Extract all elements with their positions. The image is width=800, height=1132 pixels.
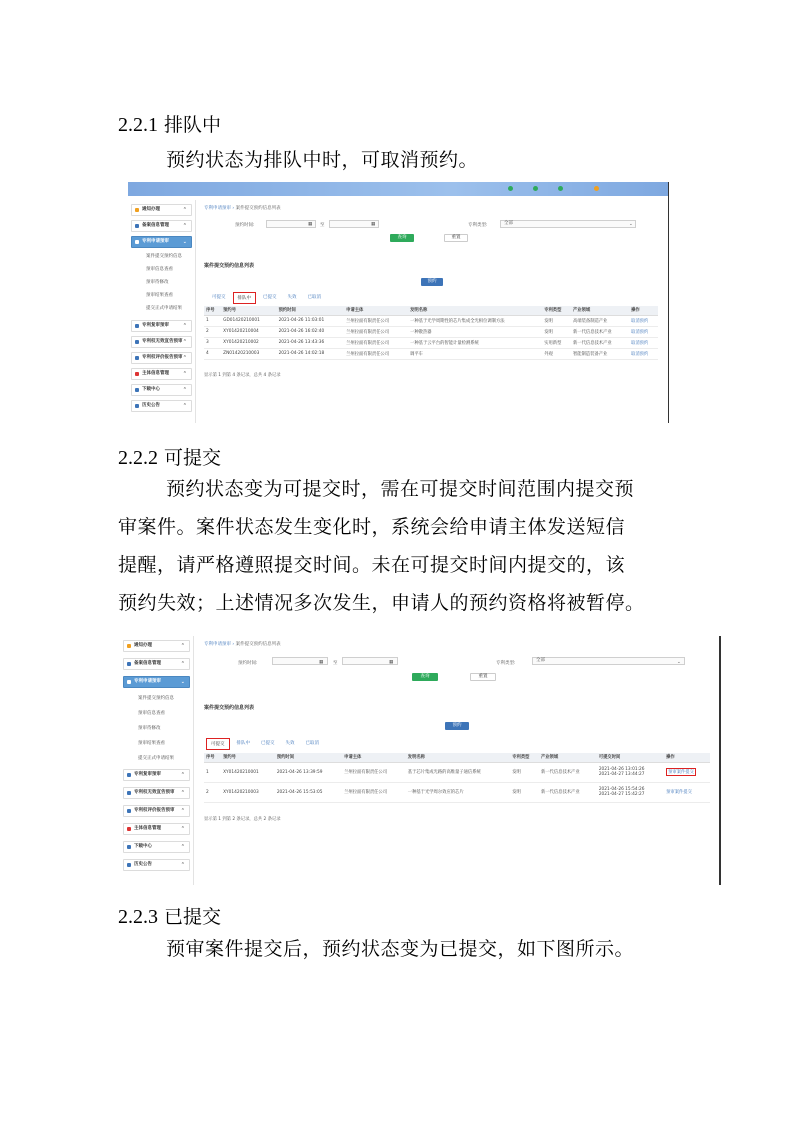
heading-2-2-3: 2.2.3 已提交 xyxy=(118,906,222,928)
sidebar-sub-reserve-info[interactable]: 案件提交预约信息 xyxy=(146,254,182,259)
download-icon xyxy=(127,845,131,849)
calendar-icon[interactable]: ▦ xyxy=(308,222,313,227)
chevron-up-icon: ⌃ xyxy=(180,790,185,796)
sidebar-item-invalid[interactable]: 专利权无效宣告预审 ⌃ xyxy=(123,787,190,799)
doc-icon xyxy=(127,809,131,813)
heading-text: 已提交 xyxy=(164,906,222,928)
sidebar-sub-modify[interactable]: 预审待修改 xyxy=(138,726,161,731)
bell-icon xyxy=(127,644,131,648)
help-icon xyxy=(558,186,563,191)
tab-cancelled[interactable]: 已取消 xyxy=(307,295,321,300)
sidebar-item-patent-pre-exam[interactable]: 专利申请预审 ⌄ xyxy=(131,236,192,248)
doc-icon xyxy=(127,773,131,777)
top-banner xyxy=(128,182,668,196)
folder-icon xyxy=(135,224,139,228)
cancel-reservation-link[interactable]: 取消预约 xyxy=(629,337,658,348)
table-row: 4 ZN01420210003 2021-04-26 14:02:18 兰州拉面有限责任公司 调平车 外观 智能制造装备产业 取消预约 xyxy=(204,348,658,359)
chevron-up-icon: ⌃ xyxy=(180,862,185,868)
sidebar-sub-modify[interactable]: 预审待修改 xyxy=(146,280,169,285)
message-icon xyxy=(533,186,538,191)
chevron-up-icon: ⌃ xyxy=(180,826,185,832)
column-header: 发明名称 xyxy=(406,753,510,762)
calendar-icon[interactable]: ▦ xyxy=(389,660,394,665)
column-header: 预约号 xyxy=(221,306,276,315)
chevron-down-icon: ⌄ xyxy=(180,679,185,685)
chevron-up-icon: ⌃ xyxy=(180,808,185,814)
tab-queued[interactable]: 排队中 xyxy=(236,741,250,746)
sidebar xyxy=(128,200,196,423)
paragraph-2 xyxy=(118,470,688,622)
chevron-up-icon: ⌃ xyxy=(182,223,187,229)
chevron-up-icon: ⌃ xyxy=(182,355,187,361)
sidebar-sub-view[interactable]: 预审信息查看 xyxy=(146,267,173,272)
user-icon xyxy=(127,827,131,831)
sidebar-item-invalid[interactable]: 专利权无效宣告预审 ⌃ xyxy=(131,336,192,348)
sidebar-item-history[interactable]: 历史公告 ⌃ xyxy=(131,400,192,412)
breadcrumb-item[interactable]: 专利申请预审 xyxy=(204,642,231,647)
table-row: 3 XY01420210002 2021-04-26 13:43:36 兰州拉面有限责任公司 一种基于云平台的智能计量检测系统 实用新型 新一代信息技术产业 取消预约 xyxy=(204,337,658,348)
paragraph-line: 审案件。案件状态发生变化时，系统会给申请主体发送短信 xyxy=(118,516,626,538)
calendar-icon[interactable]: ▦ xyxy=(319,660,324,665)
chevron-up-icon: ⌃ xyxy=(182,403,187,409)
chevron-up-icon: ⌃ xyxy=(180,844,185,850)
patent-type-label: 专利类型: xyxy=(468,223,488,228)
paragraph-line: 提醒，请严格遵照提交时间。未在可提交时间内提交的，该 xyxy=(118,554,626,576)
paragraph-3: 预审案件提交后，预约状态变为已提交，如下图所示。 xyxy=(166,938,635,960)
sidebar-sub-reserve-info[interactable]: 案件提交预约信息 xyxy=(138,696,174,701)
tab-queued[interactable]: 排队中 xyxy=(233,292,257,304)
sidebar xyxy=(120,636,194,885)
sidebar-item-subject[interactable]: 主体信息管理 ⌃ xyxy=(123,823,190,835)
tab-submittable[interactable]: 可提交 xyxy=(212,295,226,300)
submit-case-link[interactable]: 预审案件提交 xyxy=(668,770,694,775)
chevron-up-icon: ⌃ xyxy=(182,387,187,393)
submit-case-link[interactable]: 预审案件提交 xyxy=(664,782,710,802)
table-header xyxy=(204,306,658,315)
calendar-icon[interactable]: ▦ xyxy=(371,222,376,227)
screenshot-1 xyxy=(128,182,669,423)
sidebar-item-download[interactable]: 下载中心 ⌃ xyxy=(131,384,192,396)
sidebar-item-evaluation[interactable]: 专利权评价报告预审 ⌃ xyxy=(131,352,192,364)
status-tabs xyxy=(208,292,328,304)
chevron-down-icon: ⌄ xyxy=(629,222,633,227)
chevron-down-icon: ⌄ xyxy=(677,660,681,665)
cancel-reservation-link[interactable]: 取消预约 xyxy=(629,326,658,337)
sidebar-item-notify[interactable]: 通知办理 ⌃ xyxy=(131,204,192,216)
column-header: 发明名称 xyxy=(408,306,542,315)
patent-type-select[interactable]: 全部 xyxy=(500,220,636,228)
patent-type-label: 专利类型: xyxy=(496,661,516,666)
heading-2-2-2: 2.2.2 可提交 xyxy=(118,447,222,469)
sidebar-sub-view[interactable]: 预审信息查看 xyxy=(138,711,165,716)
screenshot-2 xyxy=(120,636,721,885)
table-row: 1 XY01420210001 2021-04-26 13:39:59 兰州拉面有限责任公司 基于芯片集成光路的高维量子通信系统 发明 新一代信息技术产业 2021-04-26 13:01:26 2021-04-27 13:44:27 预审案件提交 xyxy=(204,762,710,782)
sidebar-item-filing[interactable]: 备案信息管理 ⌃ xyxy=(131,220,192,232)
announcement-icon xyxy=(127,863,131,867)
paragraph-line: 预约失效；上述情况多次发生，申请人的预约资格将被暂停。 xyxy=(118,592,645,614)
sidebar-item-reexam[interactable]: 专利复审预审 ⌃ xyxy=(131,320,192,332)
sidebar-item-reexam[interactable]: 专利复审预审 ⌃ xyxy=(123,769,190,781)
column-header: 申请主体 xyxy=(342,753,406,762)
column-header: 预约号 xyxy=(221,753,275,762)
tab-expired[interactable]: 失效 xyxy=(285,741,295,746)
chevron-up-icon: ⌃ xyxy=(182,371,187,377)
sidebar-item-notify[interactable]: 通知办理 ⌃ xyxy=(123,640,190,652)
cancel-reservation-link[interactable]: 取消预约 xyxy=(629,348,658,359)
breadcrumb: 专利申请预审 › 案件提交预约信息列表 xyxy=(204,206,281,211)
doc-icon xyxy=(127,680,131,684)
reservation-table xyxy=(204,306,658,360)
chevron-up-icon: ⌃ xyxy=(182,323,187,329)
column-header: 序号 xyxy=(204,306,221,315)
sidebar-sub-result[interactable]: 预审结果查看 xyxy=(146,293,173,298)
patent-type-select[interactable]: 全部 xyxy=(532,657,685,665)
sidebar-item-filing[interactable]: 备案信息管理 ⌃ xyxy=(123,658,190,670)
chevron-down-icon: ⌄ xyxy=(182,239,187,245)
tab-submittable[interactable]: 可提交 xyxy=(206,738,230,750)
reset-button[interactable]: 重置 xyxy=(444,234,468,242)
column-header: 专利类型 xyxy=(510,753,539,762)
list-title: 案件提交预约信息列表 xyxy=(204,705,255,711)
pager-info: 显示第 1 到第 2 条记录，总共 2 条记录 xyxy=(204,817,281,822)
bell-icon xyxy=(135,208,139,212)
column-header: 产业领域 xyxy=(571,306,629,315)
sidebar-sub-formal[interactable]: 提交正式申请结果 xyxy=(138,756,174,761)
sidebar-item-patent-pre-exam[interactable]: 专利申请预审 ⌄ xyxy=(123,676,190,688)
list-title: 案件提交预约信息列表 xyxy=(204,263,255,269)
table-row: 1 GD01420210001 2021-04-26 11:03:01 兰州拉面有限责任公司 一种基于光学周期性的芯片集成全光相位调制方法 发明 高端装备制造产业 取消预约 xyxy=(204,315,658,326)
chevron-up-icon: ⌃ xyxy=(180,772,185,778)
sidebar-item-evaluation[interactable]: 专利权评价报告预审 ⌃ xyxy=(123,805,190,817)
search-button[interactable]: 查询 xyxy=(390,234,414,242)
doc-icon xyxy=(127,791,131,795)
heading-text: 可提交 xyxy=(164,447,222,469)
column-header: 操作 xyxy=(629,306,658,315)
doc-icon xyxy=(135,340,139,344)
reservation-table xyxy=(204,753,710,803)
download-icon xyxy=(135,388,139,392)
folder-icon xyxy=(127,662,131,666)
tab-submitted[interactable]: 已提交 xyxy=(263,295,277,300)
pager-info: 显示第 1 到第 4 条记录，总共 4 条记录 xyxy=(204,373,281,378)
column-header: 序号 xyxy=(204,753,221,762)
doc-icon xyxy=(135,240,139,244)
chevron-up-icon: ⌃ xyxy=(182,339,187,345)
chevron-up-icon: ⌃ xyxy=(182,207,187,213)
reserve-button[interactable]: 预约 xyxy=(421,278,443,286)
column-header: 操作 xyxy=(664,753,710,762)
reserve-time-label: 预约时间: xyxy=(238,661,258,666)
sidebar-item-download[interactable]: 下载中心 ⌃ xyxy=(123,841,190,853)
paragraph-1: 预约状态为排队中时，可取消预约。 xyxy=(166,149,479,171)
column-header: 申请主体 xyxy=(344,306,408,315)
doc-icon xyxy=(135,324,139,328)
tab-submitted[interactable]: 已提交 xyxy=(261,741,275,746)
table-row: 2 XY01420210004 2021-04-26 16:02:40 兰州拉面有限责任公司 一种散热器 发明 新一代信息技术产业 取消预约 xyxy=(204,326,658,337)
breadcrumb-current: 案件提交预约信息列表 xyxy=(235,642,281,647)
sidebar-item-history[interactable]: 历史公告 ⌃ xyxy=(123,859,190,871)
cancel-reservation-link[interactable]: 取消预约 xyxy=(629,315,658,326)
chevron-up-icon: ⌃ xyxy=(180,661,185,667)
status-tabs xyxy=(206,738,326,750)
breadcrumb-item[interactable]: 专利申请预审 xyxy=(204,206,231,211)
column-header: 预约时间 xyxy=(277,306,345,315)
heading-2-2-1: 2.2.1 排队中 xyxy=(118,114,222,136)
to-label: 至 xyxy=(333,661,338,666)
search-button[interactable]: 查询 xyxy=(412,673,438,681)
sidebar-item-subject[interactable]: 主体信息管理 ⌃ xyxy=(131,368,192,380)
table-row: 2 XY01420210003 2021-04-26 15:53:05 兰州拉面有限责任公司 一种基于光学周尔效应的芯片 发明 新一代信息技术产业 2021-04-26 15:54:26 2021-04-27 15:42:27 预审案件提交 xyxy=(204,782,710,802)
column-header: 专利类型 xyxy=(542,306,571,315)
reset-button[interactable]: 重置 xyxy=(470,673,496,681)
tab-cancelled[interactable]: 已取消 xyxy=(305,741,319,746)
paragraph-line: 预约状态变为可提交时，需在可提交时间范围内提交预 xyxy=(166,478,635,500)
tab-expired[interactable]: 失效 xyxy=(287,295,297,300)
user-icon xyxy=(135,372,139,376)
chevron-up-icon: ⌃ xyxy=(180,643,185,649)
column-header: 可提交时间 xyxy=(597,753,664,762)
sidebar-sub-result[interactable]: 预审结果查看 xyxy=(138,741,165,746)
doc-icon xyxy=(135,356,139,360)
breadcrumb-current: 案件提交预约信息列表 xyxy=(235,206,281,211)
breadcrumb: 专利申请预审 › 案件提交预约信息列表 xyxy=(204,642,281,647)
column-header: 产业领域 xyxy=(539,753,597,762)
table-header xyxy=(204,753,710,762)
announcement-icon xyxy=(135,404,139,408)
reserve-time-label: 预约时间: xyxy=(235,223,255,228)
notify-icon xyxy=(508,186,513,191)
heading-text: 排队中 xyxy=(164,114,222,136)
user-avatar-icon[interactable] xyxy=(594,186,599,191)
to-label: 至 xyxy=(320,223,325,228)
reserve-button[interactable]: 预约 xyxy=(445,722,469,730)
sidebar-sub-formal[interactable]: 提交正式申请结果 xyxy=(146,306,182,311)
column-header: 预约时间 xyxy=(275,753,342,762)
